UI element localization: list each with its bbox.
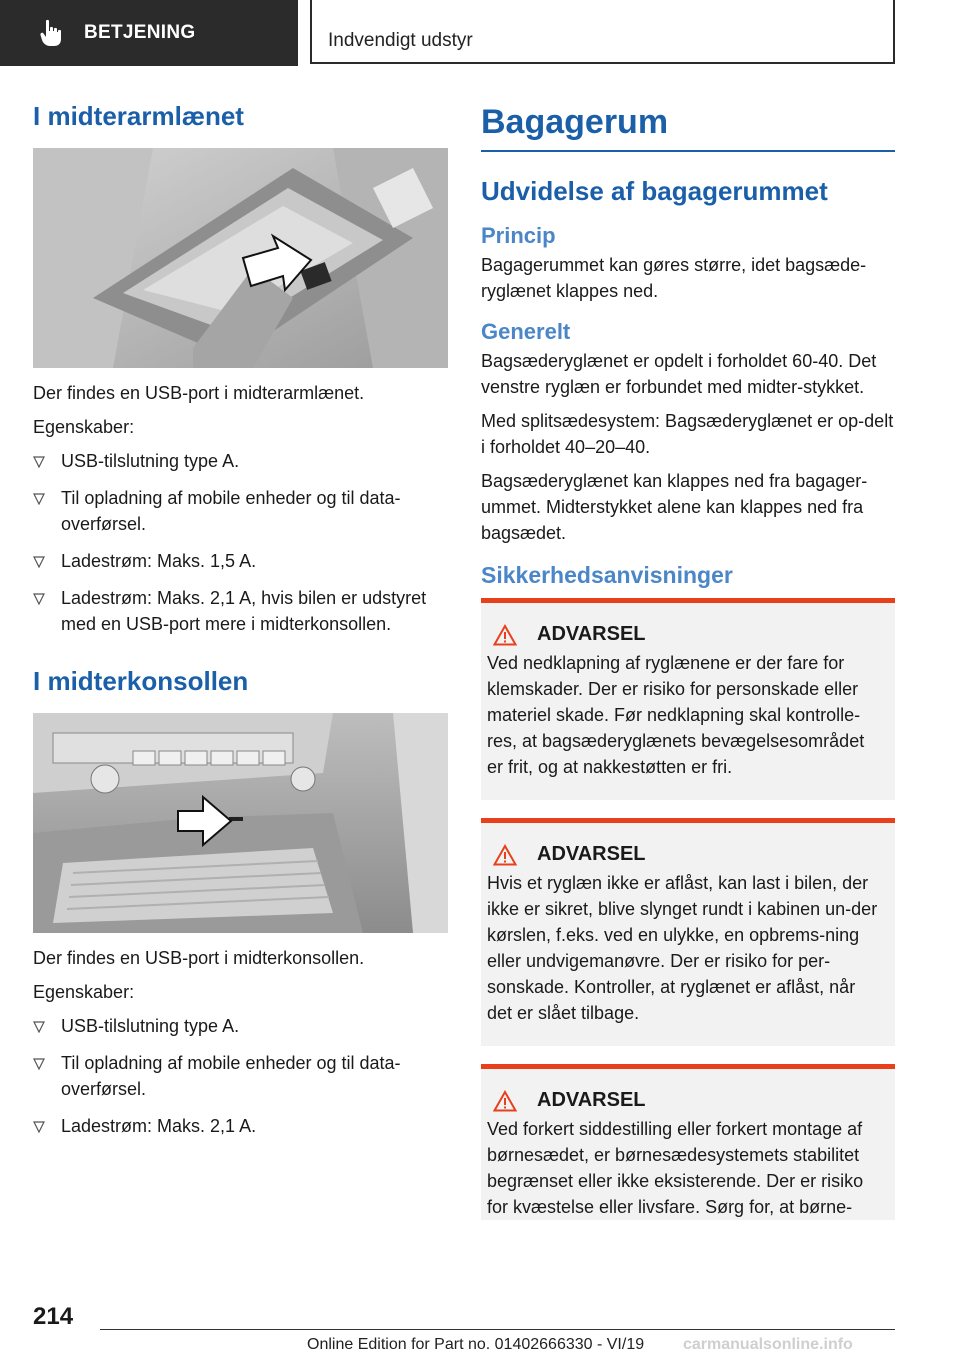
- warning-text: Ved forkert siddestilling eller forkert montage af børnesædet, er børnesædesystemets stabilitet begrænset eller ikke eksisterende. Der er risiko for kvæstelse eller livsfare. Sørg for, at børne-: [487, 1119, 864, 1217]
- header-subsection-title: Indvendigt udstyr: [328, 30, 473, 51]
- principle-text: Bagagerummet kan gøres større, idet bagsæde-ryglænet klappes ned.: [481, 255, 867, 301]
- section-title-expansion: Udvidelse af bagagerummet: [481, 176, 828, 206]
- general-paragraph: Med splitsædesystem: Bagsæderyglænet er op-delt i forholdet 40–20–40.: [481, 411, 894, 457]
- list-item: USB-tilslutning type A.: [33, 1013, 448, 1039]
- warning-title: ADVARSEL: [537, 1089, 646, 1111]
- header-subsection-box: [310, 0, 895, 64]
- armrest-usb-photo: [33, 148, 448, 368]
- warning-box: [481, 598, 895, 800]
- right-column: [481, 100, 895, 1220]
- principle-heading: Princip: [481, 223, 556, 248]
- general-paragraph: Bagsæderyglænet kan klappes ned fra bagager-ummet. Midterstykket alene kan klappes ned fra bagsædet.: [481, 471, 868, 543]
- warning-text: Hvis et ryglæn ikke er aflåst, kan last i bilen, der ikke er sikret, blive slynget rundt i kabinen un-der kørslen, f.eks. ved en ulykke, en opbrems-ning eller undvigemanøvre. Der er risiko for per-sonskade. Kontroller, at ryglænet er aflåst, når det er slået tilbage.: [487, 873, 878, 1023]
- page-number: 214: [33, 1303, 74, 1330]
- section-title-armrest: I midterarmlænet: [33, 101, 244, 131]
- triangle-bullet-icon: [33, 493, 45, 505]
- list-item: Ladestrøm: Maks. 2,1 A.: [33, 1113, 448, 1139]
- list-item: Ladestrøm: Maks. 1,5 A.: [33, 548, 448, 574]
- console-intro: Der findes en USB-port i midterkonsollen.: [33, 948, 365, 968]
- watermark: carmanualsonline.info: [683, 1336, 853, 1353]
- header-section-tab: [0, 0, 298, 66]
- general-paragraph: Bagsæderyglænet er opdelt i forholdet 60-40. Det venstre ryglæn er forbundet med midter-stykket.: [481, 351, 877, 397]
- section-title-console: I midterkonsollen: [33, 666, 249, 696]
- console-properties-label: Egenskaber:: [33, 982, 135, 1002]
- armrest-intro: Der findes en USB-port i midterarmlænet.: [33, 383, 365, 403]
- triangle-bullet-icon: [33, 1058, 45, 1070]
- console-usb-photo: [33, 713, 448, 933]
- chapter-title: Bagagerum: [481, 100, 895, 152]
- armrest-properties-label: Egenskaber:: [33, 417, 135, 437]
- armrest-properties-list: [33, 448, 448, 637]
- warning-triangle-icon: [493, 624, 517, 646]
- edition-text: Online Edition for Part no. 01402666330 - VI/19: [307, 1336, 645, 1353]
- list-item: Til opladning af mobile enheder og til data-overførsel.: [33, 485, 448, 537]
- warning-title: ADVARSEL: [537, 843, 646, 865]
- warning-text: Ved nedklapning af ryglænene er der fare for klemskader. Der er risiko for personskade eller materiel skade. Før nedklapning skal kontrolle-res, at bagsæderyglænets bevægelsesområdet er frit, og at nakkestøtten er fri.: [487, 653, 865, 777]
- general-heading: Generelt: [481, 319, 571, 344]
- list-item: USB-tilslutning type A.: [33, 448, 448, 474]
- warning-box: [481, 1064, 895, 1220]
- warning-box: [481, 818, 895, 1046]
- list-item: Til opladning af mobile enheder og til data-overførsel.: [33, 1050, 448, 1102]
- triangle-bullet-icon: [33, 456, 45, 468]
- hand-pointer-icon: [40, 19, 62, 47]
- triangle-bullet-icon: [33, 1121, 45, 1133]
- list-item: Ladestrøm: Maks. 2,1 A, hvis bilen er udstyret med en USB-port mere i midterkonsollen.: [33, 585, 448, 637]
- footer-divider: [100, 1329, 895, 1330]
- left-column: [33, 100, 448, 1150]
- header-section-title: BETJENING: [84, 22, 196, 43]
- triangle-bullet-icon: [33, 556, 45, 568]
- warning-title: ADVARSEL: [537, 623, 646, 645]
- safety-heading: Sikkerhedsanvisninger: [481, 562, 733, 588]
- console-properties-list: [33, 1013, 448, 1139]
- triangle-bullet-icon: [33, 1021, 45, 1033]
- triangle-bullet-icon: [33, 593, 45, 605]
- warning-triangle-icon: [493, 1090, 517, 1112]
- warning-triangle-icon: [493, 844, 517, 866]
